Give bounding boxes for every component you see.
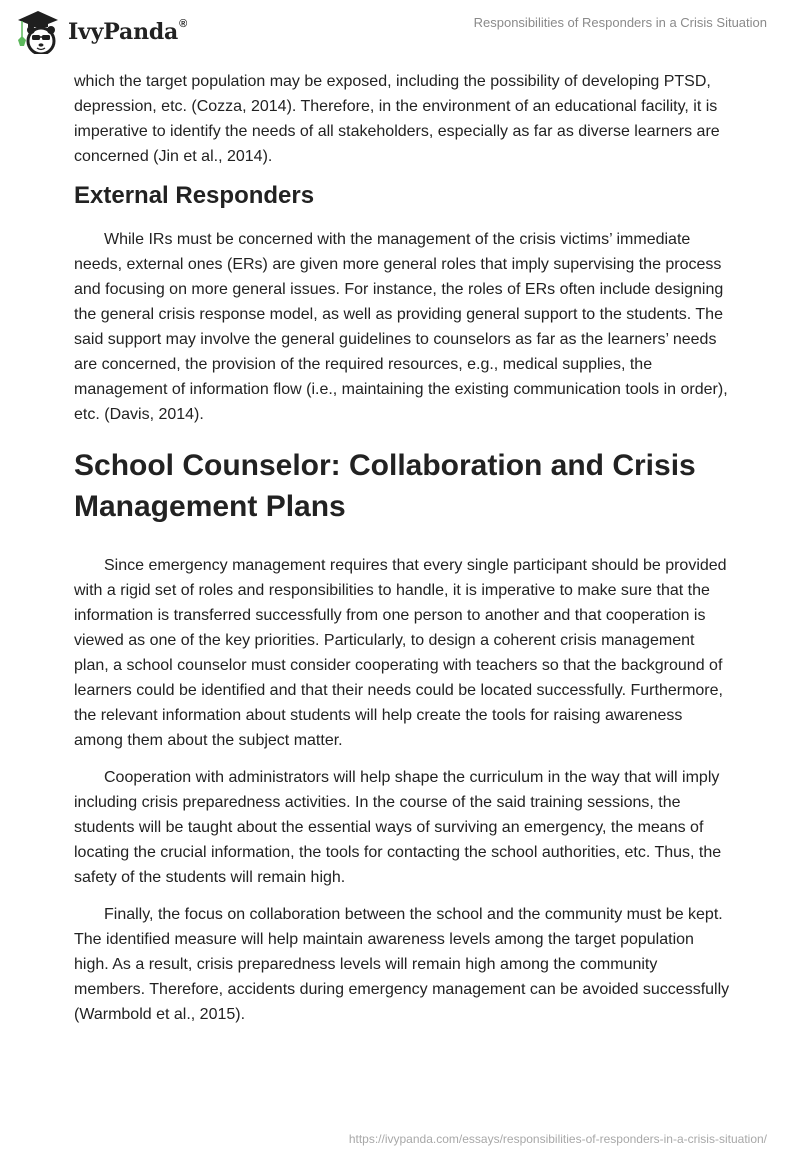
paragraph-external-responders: While IRs must be concerned with the management of the crisis victims’ immediate needs, external ones (ERs) are given more general roles that imply supervising the process and focusing on more general issues. For instance, the roles of ERs often include designing the general crisis response model, as well as providing general support to the students. The said support may involve the general guidelines to counselors as far as the learners’ needs are concerned, the provision of the required resources, e.g., medical supplies, the management of information flow (i.e., maintaining the existing communication tools in order), etc. (Davis, 2014).	[74, 231, 728, 423]
brand-name	[68, 18, 187, 45]
page-header	[0, 0, 800, 62]
paragraph-counselor-1: Since emergency management requires that every single participant should be provided with a rigid set of roles and responsibilities to handle, it is imperative to make sure that the information is transferred successfully from one person to another and that cooperation is viewed as one of the key priorities. Particularly, to design a coherent crisis management plan, a school counselor must consider cooperating with teachers so that the background of learners could be identified and that their needs could be located successfully. Furthermore, the relevant information about students will help create the tools for raising awareness among them about the subject matter.	[74, 557, 727, 749]
ivypanda-logo[interactable]	[14, 8, 187, 54]
source-url[interactable]: https://ivypanda.com/essays/responsibilities-of-responders-in-a-crisis-situation/	[348, 1132, 767, 1146]
paragraph-counselor-2: Cooperation with administrators will help shape the curriculum in the way that will imply including crisis preparedness activities. In the course of the said training sessions, the students will be taught about the essential ways of surviving an emergency, the means of locating the crucial information, the tools for contacting the school authorities, etc. Thus, the safety of the students will remain high.	[74, 769, 722, 886]
panda-graduate-icon	[14, 8, 62, 54]
registered-mark: ®	[179, 17, 188, 30]
section-heading-external-responders: External Responders	[74, 182, 315, 209]
brand-text: IvyPanda	[68, 18, 179, 45]
document-title: Responsibilities of Responders in a Crisis Situation	[473, 15, 767, 30]
intro-paragraph: which the target population may be exposed, including the possibility of developing PTSD, depression, etc. (Cozza, 2014). Therefore, in the environment of an educational facility, it is imperative to identify the needs of all stakeholders, especially as far as diverse learners are concerned (Jin et al., 2014).	[74, 73, 720, 165]
paragraph-counselor-3: Finally, the focus on collaboration between the school and the community must be kept. The identified measure will help maintain awareness levels among the target population high. As a result, crisis preparedness levels will remain high among the community members. Therefore, accidents during emergency management can be avoided successfully (Warmbold et al., 2015).	[74, 906, 730, 1023]
section-heading-school-counselor: School Counselor: Collaboration and Crisis Management Plans	[74, 449, 696, 523]
essay-content	[74, 69, 730, 1039]
